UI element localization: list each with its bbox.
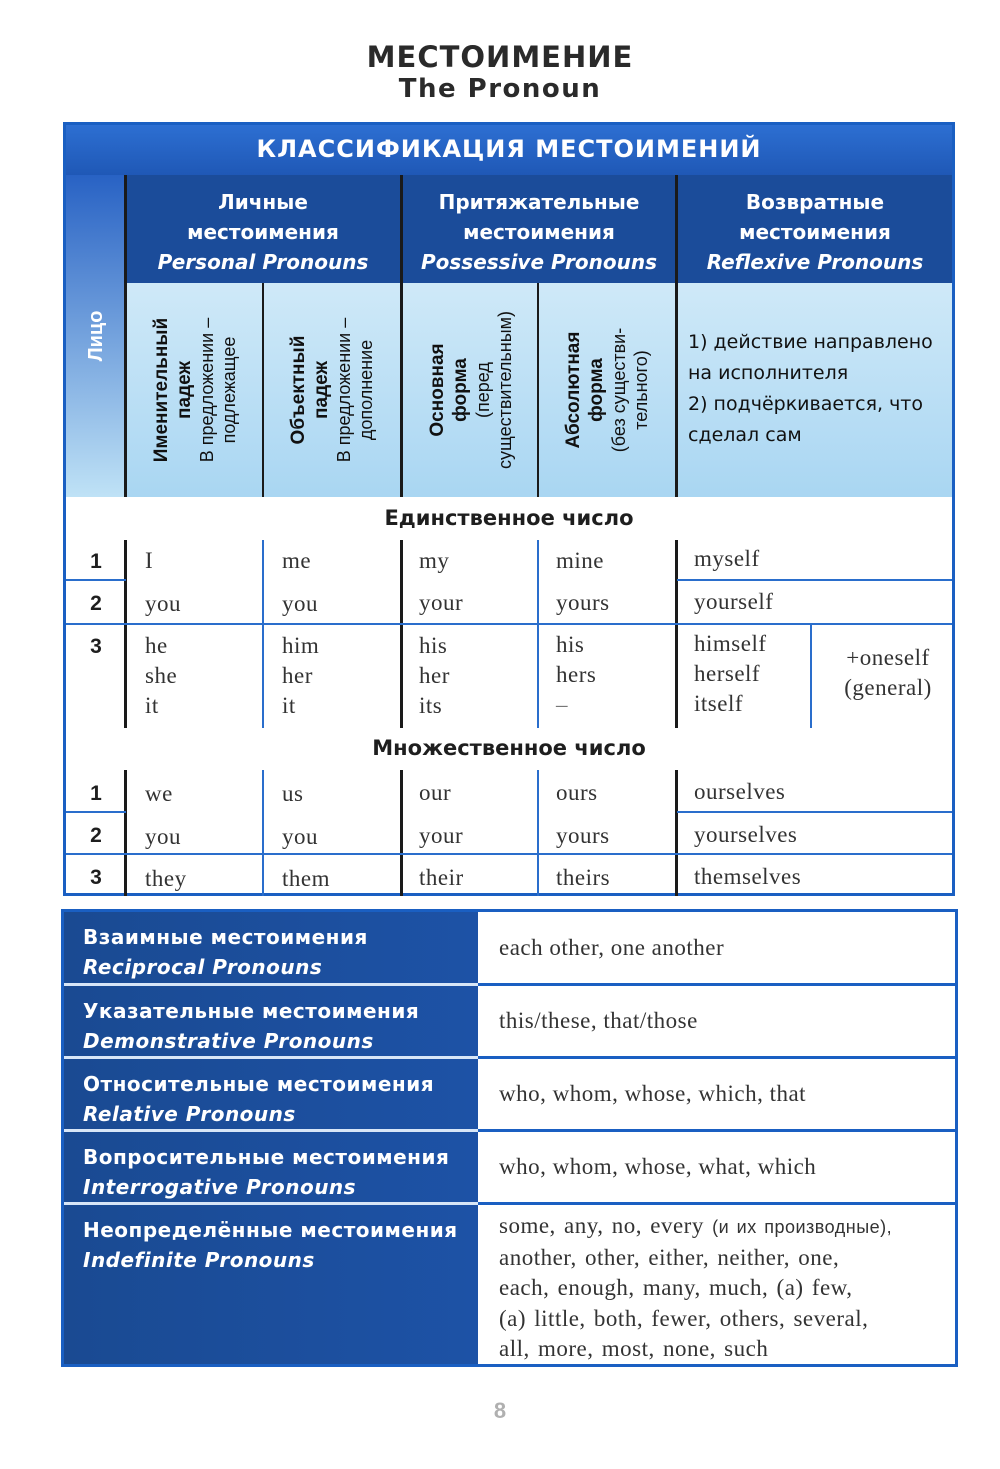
reciprocal-ru: Взаимные местоимения	[83, 925, 368, 949]
row-line	[677, 579, 952, 581]
divider	[675, 770, 678, 896]
cell-absolute: yours	[556, 823, 610, 848]
page-title: МЕСТОИМЕНИЕ	[366, 40, 634, 74]
group-personal	[126, 175, 400, 283]
absolute-form-title: Абсолютная	[562, 331, 584, 449]
objective-title: Объектный	[287, 335, 309, 445]
relative-en: Relative Pronouns	[83, 1102, 296, 1126]
divider	[537, 540, 539, 728]
cell-possessive: your	[419, 823, 464, 848]
group-personal-ru1: Личные	[218, 190, 308, 214]
indefinite-line4: (a) little, both, fewer, others, several,	[499, 1305, 869, 1331]
label-demonstrative	[64, 986, 478, 1056]
group-possessive-ru2: местоимения	[463, 220, 615, 244]
subheader-absolute-form	[538, 283, 675, 497]
interrogative-ru: Вопросительные местоимения	[83, 1145, 450, 1169]
pronoun-its: its	[419, 693, 443, 718]
row-line	[66, 853, 952, 855]
plural-label: Множественное число	[372, 736, 646, 760]
divider	[400, 770, 403, 896]
cell-nominative: you	[145, 591, 181, 616]
cell-reflexive: ourselves	[694, 779, 786, 804]
pronoun-herself: herself	[694, 661, 761, 686]
divider	[537, 770, 539, 896]
cell-reflexive: yourselves	[694, 822, 798, 847]
nominative-note1: В предложении –	[196, 317, 217, 463]
row-line	[66, 811, 126, 813]
cell-objective: you	[282, 591, 318, 616]
pronoun-itself: itself	[694, 691, 743, 716]
group-personal-ru2: местоимения	[187, 220, 339, 244]
value-reciprocal: each other, one another	[499, 934, 725, 960]
row-interrogative	[64, 1132, 955, 1202]
group-possessive-ru1: Притяжательные	[438, 190, 640, 214]
row-line	[66, 623, 952, 625]
reflexive-note-line4: сделал сам	[688, 424, 802, 446]
divider	[537, 283, 539, 497]
label-indefinite	[64, 1205, 478, 1364]
row-number: 3	[90, 635, 102, 658]
general-label: (general)	[844, 675, 932, 700]
label-relative	[64, 1059, 478, 1129]
basic-form-title: Основная	[426, 343, 448, 437]
cell-reflexive: themselves	[694, 864, 802, 889]
group-possessive-en: Possessive Pronouns	[420, 250, 657, 274]
row-number: 2	[90, 824, 102, 847]
value-demonstrative: this/these, that/those	[499, 1008, 698, 1033]
group-reflexive-en: Reflexive Pronouns	[706, 250, 924, 274]
divider	[400, 540, 403, 728]
nominative-note2: подлежащее	[218, 336, 239, 444]
row-indefinite	[64, 1205, 955, 1364]
demonstrative-ru: Указательные местоимения	[83, 999, 420, 1023]
row-demonstrative	[64, 986, 955, 1056]
cell-objective: them	[282, 866, 330, 891]
person-column-header	[66, 175, 126, 497]
subheader-nominative	[126, 283, 263, 497]
label-reciprocal	[64, 912, 478, 983]
singular-label: Единственное число	[384, 506, 634, 530]
value-relative: who, whom, whose, which, that	[499, 1081, 807, 1106]
cell-nominative-3	[145, 631, 177, 721]
label-interrogative	[64, 1132, 478, 1202]
objective-note2: дополнение	[355, 339, 376, 441]
pronoun-it: it	[282, 693, 296, 718]
cell-possessive: my	[419, 548, 450, 573]
row-number: 1	[90, 550, 102, 573]
value-interrogative: who, whom, whose, what, which	[499, 1154, 817, 1179]
pronoun-he: he	[145, 633, 168, 658]
divider	[124, 175, 127, 497]
divider	[810, 625, 812, 728]
pronoun-her: her	[282, 663, 313, 688]
basic-form-note1: (перед	[472, 362, 493, 418]
row-number: 1	[90, 782, 102, 805]
cell-objective-3	[282, 631, 319, 721]
oneself-label: +oneself	[846, 645, 930, 670]
divider	[262, 283, 264, 497]
divider	[262, 540, 264, 728]
cell-reflexive-3	[694, 629, 767, 719]
cell-oneself	[828, 643, 948, 703]
group-reflexive	[678, 175, 952, 283]
divider	[675, 540, 678, 728]
row-number: 3	[90, 866, 102, 889]
pronoun-it: it	[145, 693, 159, 718]
reflexive-note-line1: 1) действие направлено	[688, 331, 933, 353]
indefinite-en: Indefinite Pronouns	[83, 1248, 315, 1272]
cell-reflexive: yourself	[694, 589, 774, 614]
cell-objective: me	[282, 548, 312, 573]
cell-absolute-3	[556, 630, 596, 720]
pronoun-his: his	[556, 632, 585, 657]
reflexive-note-line2: на исполнителя	[688, 362, 849, 384]
group-reflexive-ru1: Возвратные	[745, 190, 885, 214]
cell-nominative: I	[145, 548, 154, 573]
cell-possessive: your	[419, 590, 464, 615]
nominative-title2: падеж	[173, 361, 195, 419]
cell-nominative: they	[145, 866, 187, 891]
cell-nominative: you	[145, 824, 181, 849]
classification-heading: КЛАССИФИКАЦИЯ МЕСТОИМЕНИЙ	[66, 125, 952, 175]
absolute-form-title2: форма	[585, 358, 607, 422]
indefinite-line3: each, enough, many, much, (a) few,	[499, 1275, 853, 1300]
cell-absolute: theirs	[556, 865, 611, 890]
value-indefinite	[478, 1205, 955, 1364]
divider	[675, 175, 678, 497]
pronoun-she: she	[145, 663, 178, 688]
pronoun-himself: himself	[694, 631, 767, 656]
person-label: Лицо	[85, 310, 107, 362]
cell-absolute: mine	[556, 548, 604, 573]
cell-reflexive: myself	[694, 546, 760, 571]
objective-note1: В предложении –	[333, 317, 354, 463]
group-reflexive-ru2: местоимения	[739, 220, 891, 244]
objective-title2: падеж	[310, 361, 332, 419]
pronoun-dash: –	[556, 692, 568, 717]
pronoun-hers: hers	[556, 662, 597, 687]
page-number: 8	[493, 1398, 507, 1423]
pronoun-him: him	[282, 633, 320, 658]
cell-possessive: our	[419, 780, 452, 805]
divider	[262, 770, 264, 896]
pronoun-her: her	[419, 663, 450, 688]
cell-absolute: ours	[556, 780, 598, 805]
cell-possessive-3	[419, 631, 450, 721]
indefinite-line5: all, more, most, none, such	[499, 1336, 769, 1361]
classification-table	[63, 122, 955, 896]
indefinite-line2: another, other, either, neither, one,	[499, 1244, 840, 1270]
indefinite-ru: Неопределённые местоимения	[83, 1218, 458, 1242]
cell-objective: you	[282, 824, 318, 849]
cell-objective: us	[282, 781, 304, 806]
reciprocal-en: Reciprocal Pronouns	[83, 955, 323, 979]
divider	[400, 175, 403, 497]
demonstrative-en: Demonstrative Pronouns	[83, 1029, 374, 1053]
cell-possessive: their	[419, 865, 464, 890]
subheader-objective	[263, 283, 400, 497]
pronoun-his: his	[419, 633, 448, 658]
other-pronouns-table	[61, 909, 958, 1367]
indefinite-derivatives-note: (и их производные),	[712, 1217, 893, 1237]
row-number: 2	[90, 592, 102, 615]
row-relative	[64, 1059, 955, 1129]
page-subtitle: The Pronoun	[398, 74, 602, 104]
basic-form-note2: существительным)	[494, 310, 515, 470]
cell-absolute: yours	[556, 590, 610, 615]
reflexive-note-line3: 2) подчёркивается, что	[688, 393, 923, 415]
absolute-form-note1: (без существи-	[608, 327, 629, 453]
indefinite-line1: some, any, no, every	[499, 1213, 704, 1238]
row-reciprocal	[64, 912, 955, 983]
cell-nominative: we	[145, 781, 173, 806]
nominative-title: Именительный	[150, 317, 172, 463]
subheader-basic-form	[403, 283, 538, 497]
group-possessive	[403, 175, 675, 283]
row-line	[66, 579, 126, 581]
subheader-reflexive-note	[678, 283, 952, 497]
relative-ru: Относительные местоимения	[83, 1072, 435, 1096]
basic-form-title2: форма	[449, 358, 471, 422]
absolute-form-note2: тельного)	[630, 350, 651, 430]
row-line	[677, 811, 952, 813]
interrogative-en: Interrogative Pronouns	[83, 1175, 357, 1199]
group-personal-en: Personal Pronouns	[157, 250, 369, 274]
